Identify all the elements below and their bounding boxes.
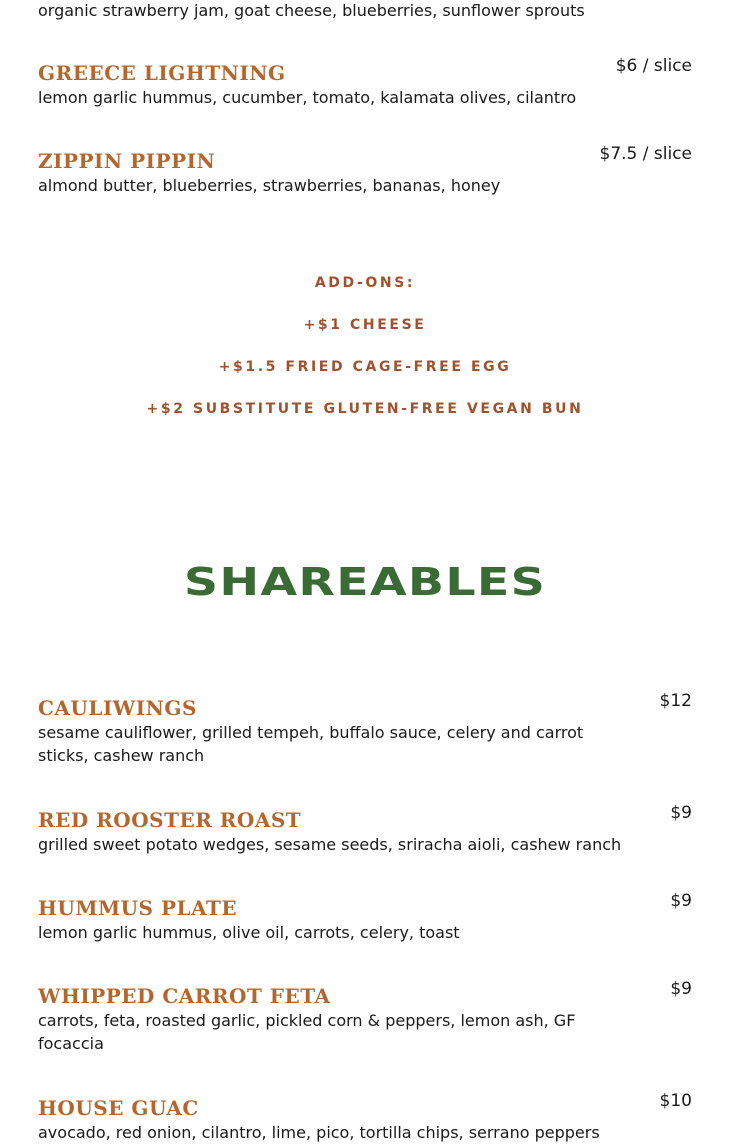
item-price: $10 bbox=[659, 1091, 692, 1111]
item-description: lemon garlic hummus, cucumber, tomato, kalamata olives, cilantro bbox=[38, 88, 577, 107]
item-description: lemon garlic hummus, olive oil, carrots, celery, toast bbox=[38, 923, 460, 942]
addon-cheese: +$1 CHEESE bbox=[303, 317, 427, 333]
item-name: WHIPPED CARROT FETA bbox=[38, 984, 331, 1008]
item-name: HUMMUS PLATE bbox=[38, 896, 238, 920]
addon-gluten-free-bun: +$2 SUBSTITUTE GLUTEN-FREE VEGAN BUN bbox=[146, 401, 584, 417]
item-name: GREECE LIGHTNING bbox=[38, 61, 286, 85]
item-price: $9 bbox=[670, 979, 692, 999]
menu-item-house-guac bbox=[38, 1091, 692, 1144]
addons-heading: ADD-ONS: bbox=[314, 275, 416, 291]
item-price: $9 bbox=[670, 803, 692, 823]
menu-item-zippin-pippin bbox=[38, 144, 692, 197]
item-name: ZIPPIN PIPPIN bbox=[38, 149, 216, 173]
item-description: avocado, red onion, cilantro, lime, pico, tortilla chips, serrano peppers bbox=[38, 1123, 600, 1142]
item-description: sesame cauliflower, grilled tempeh, buffalo sauce, celery and carrot sticks, cashew ranch bbox=[38, 723, 584, 765]
menu-item-cauliwings bbox=[38, 691, 692, 767]
item-price: $9 bbox=[670, 891, 692, 911]
section-title-shareables: SHAREABLES bbox=[183, 560, 547, 604]
item-description: grilled sweet potato wedges, sesame seeds, sriracha aioli, cashew ranch bbox=[38, 835, 622, 854]
menu-item-red-rooster-roast bbox=[38, 803, 692, 856]
menu-item-hummus-plate bbox=[38, 891, 692, 944]
item-name: RED ROOSTER ROAST bbox=[38, 808, 302, 832]
item-price: $7.5 / slice bbox=[599, 144, 692, 164]
item-description: organic strawberry jam, goat cheese, blueberries, sunflower sprouts bbox=[38, 1, 585, 20]
item-name: HOUSE GUAC bbox=[38, 1096, 199, 1120]
item-description: almond butter, blueberries, strawberries, bananas, honey bbox=[38, 176, 501, 195]
item-price: $12 bbox=[659, 691, 692, 711]
addon-egg: +$1.5 FRIED CAGE-FREE EGG bbox=[218, 359, 512, 375]
item-name: CAULIWINGS bbox=[38, 696, 197, 720]
item-price: $6 / slice bbox=[615, 56, 692, 76]
menu-item-greece-lightning bbox=[38, 56, 692, 109]
menu-item-whipped-carrot-feta bbox=[38, 979, 692, 1055]
item-description: carrots, feta, roasted garlic, pickled corn & peppers, lemon ash, GF focaccia bbox=[38, 1011, 576, 1053]
